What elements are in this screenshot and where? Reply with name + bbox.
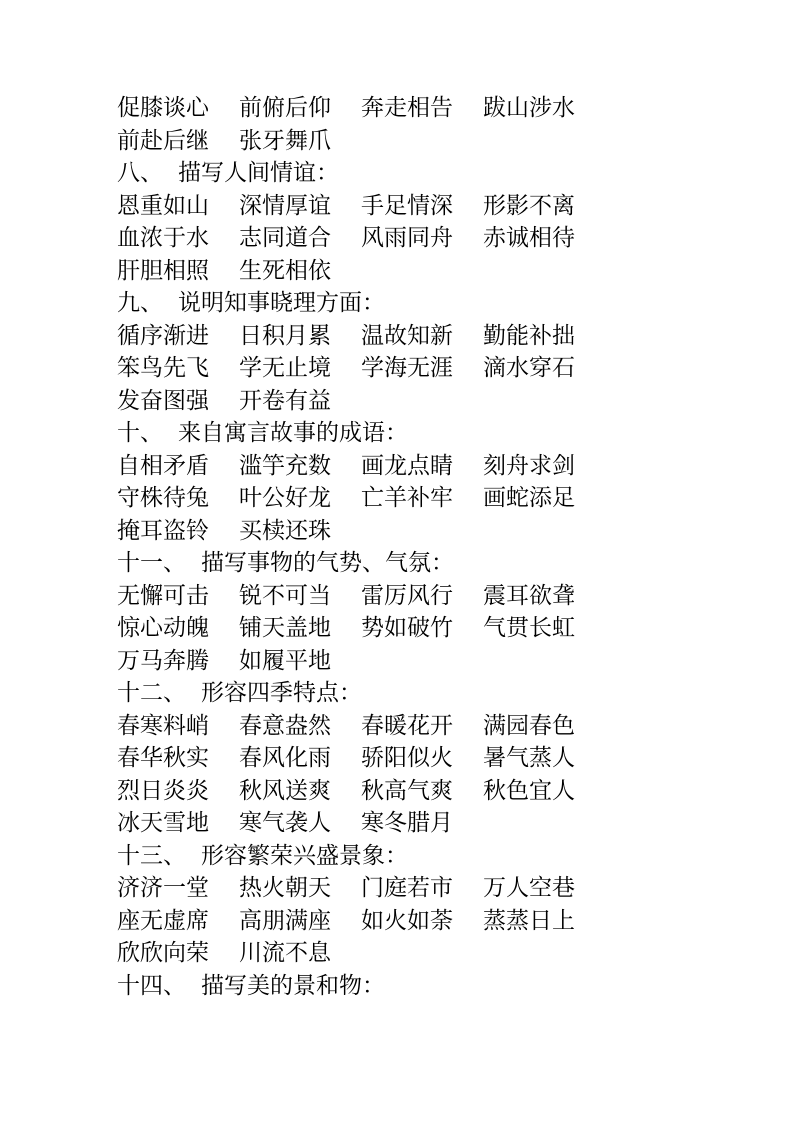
idiom: 冰天雪地: [117, 809, 209, 835]
idiom: 促膝谈心: [117, 94, 209, 120]
idiom-line: [117, 741, 753, 774]
idiom: 滥竽充数: [239, 451, 331, 478]
idiom: 暑气蒸人: [483, 744, 575, 770]
idiom-line: [117, 644, 753, 677]
idiom-line: [117, 254, 753, 287]
idiom: 笨鸟先飞: [117, 354, 209, 380]
idiom: 风雨同舟: [361, 224, 453, 250]
idiom: 欣欣向荣: [117, 939, 209, 965]
idiom: 画龙点睛: [361, 451, 453, 478]
idiom-line: [117, 189, 753, 222]
idiom: 买椟还珠: [239, 516, 331, 543]
idiom: 门庭若市: [361, 874, 453, 900]
idiom: 春华秋实: [117, 744, 209, 770]
idiom: 寒气袭人: [239, 809, 331, 835]
idiom: 手足情深: [361, 191, 453, 218]
idiom-line: [117, 221, 753, 254]
section-number: 十三、: [117, 841, 186, 868]
idiom-line: [117, 351, 753, 384]
idiom: 跋山涉水: [483, 94, 575, 120]
idiom-line: [117, 319, 753, 352]
section-title: 形容繁荣兴盛景象：: [201, 841, 408, 868]
section-number: 八、: [117, 159, 163, 185]
section-number: 九、: [117, 289, 163, 315]
idiom: 如火如荼: [361, 906, 453, 933]
idiom: 高朋满座: [239, 906, 331, 933]
idiom: 川流不息: [239, 939, 331, 965]
idiom: 张牙舞爪: [239, 126, 331, 153]
idiom: 春暖花开: [361, 711, 453, 738]
idiom: 春寒料峭: [117, 711, 209, 738]
idiom: 寒冬腊月: [361, 809, 453, 835]
idiom: 蒸蒸日上: [483, 906, 575, 933]
idiom: 秋风送爽: [239, 776, 331, 803]
idiom: 恩重如山: [117, 191, 209, 218]
section-heading: [117, 969, 753, 1002]
idiom-line: [117, 91, 753, 124]
idiom: 守株待兔: [117, 484, 209, 510]
idiom: 热火朝天: [239, 874, 331, 900]
section-heading: [117, 156, 753, 189]
idiom: 势如破竹: [361, 614, 453, 640]
idiom-line: [117, 904, 753, 937]
idiom: 志同道合: [239, 224, 331, 250]
section-title: 描写人间情谊：: [178, 159, 339, 185]
section-number: 十一、: [117, 549, 186, 575]
section-heading: [117, 839, 753, 872]
idiom: 秋高气爽: [361, 776, 453, 803]
idiom: 深情厚谊: [239, 191, 331, 218]
idiom: 万马奔腾: [117, 646, 209, 673]
idiom: 肝胆相照: [117, 256, 209, 283]
idiom: 奔走相告: [361, 94, 453, 120]
idiom: 亡羊补牢: [361, 484, 453, 510]
idiom: 震耳欲聋: [483, 581, 575, 608]
idiom: 滴水穿石: [483, 354, 575, 380]
idiom-line: [117, 449, 753, 482]
idiom: 温故知新: [361, 321, 453, 348]
idiom: 形影不离: [483, 191, 575, 218]
idiom: 生死相依: [239, 256, 331, 283]
idiom: 春意盎然: [239, 711, 331, 738]
idiom: 锐不可当: [239, 581, 331, 608]
idiom-line: [117, 514, 753, 547]
idiom: 学无止境: [239, 354, 331, 380]
idiom-line: [117, 384, 753, 417]
section-number: 十四、: [117, 971, 186, 998]
section-heading: [117, 416, 753, 449]
idiom: 如履平地: [239, 646, 331, 673]
section-title: 描写美的景和物：: [201, 971, 385, 998]
idiom: 自相矛盾: [117, 451, 209, 478]
idiom: 前赴后继: [117, 126, 209, 153]
idiom: 秋色宜人: [483, 776, 575, 803]
idiom-line: [117, 481, 753, 514]
idiom: 掩耳盗铃: [117, 516, 209, 543]
idiom: 叶公好龙: [239, 484, 331, 510]
idiom-line: [117, 774, 753, 807]
idiom-line: [117, 611, 753, 644]
idiom: 满园春色: [483, 711, 575, 738]
idiom: 骄阳似火: [361, 744, 453, 770]
idiom-line: [117, 871, 753, 904]
section-number: 十、: [117, 419, 163, 445]
idiom: 画蛇添足: [483, 484, 575, 510]
section-title: 描写事物的气势、气氛：: [201, 549, 454, 575]
idiom-line: [117, 806, 753, 839]
idiom: 春风化雨: [239, 744, 331, 770]
idiom: 气贯长虹: [483, 614, 575, 640]
section-heading: [117, 286, 753, 319]
section-number: 十二、: [117, 679, 186, 705]
idiom: 前俯后仰: [239, 94, 331, 120]
idiom: 惊心动魄: [117, 614, 209, 640]
idiom: 血浓于水: [117, 224, 209, 250]
idiom-line: [117, 709, 753, 742]
idiom: 日积月累: [239, 321, 331, 348]
section-heading: [117, 546, 753, 579]
idiom: 循序渐进: [117, 321, 209, 348]
idiom-line: [117, 579, 753, 612]
idiom: 烈日炎炎: [117, 776, 209, 803]
idiom: 雷厉风行: [361, 581, 453, 608]
idiom: 座无虚席: [117, 906, 209, 933]
section-title: 形容四季特点：: [201, 679, 362, 705]
idiom: 学海无涯: [361, 354, 453, 380]
idiom: 开卷有益: [239, 386, 331, 413]
idiom: 无懈可击: [117, 581, 209, 608]
section-heading: [117, 676, 753, 709]
idiom-line: [117, 936, 753, 969]
idiom: 勤能补拙: [483, 321, 575, 348]
idiom: 赤诚相待: [483, 224, 575, 250]
idiom: 发奋图强: [117, 386, 209, 413]
idiom-line: [117, 124, 753, 157]
idiom: 万人空巷: [483, 874, 575, 900]
section-title: 来自寓言故事的成语：: [178, 419, 408, 445]
idiom: 济济一堂: [117, 874, 209, 900]
section-title: 说明知事晓理方面：: [178, 289, 385, 315]
idiom: 刻舟求剑: [483, 451, 575, 478]
idiom: 铺天盖地: [239, 614, 331, 640]
